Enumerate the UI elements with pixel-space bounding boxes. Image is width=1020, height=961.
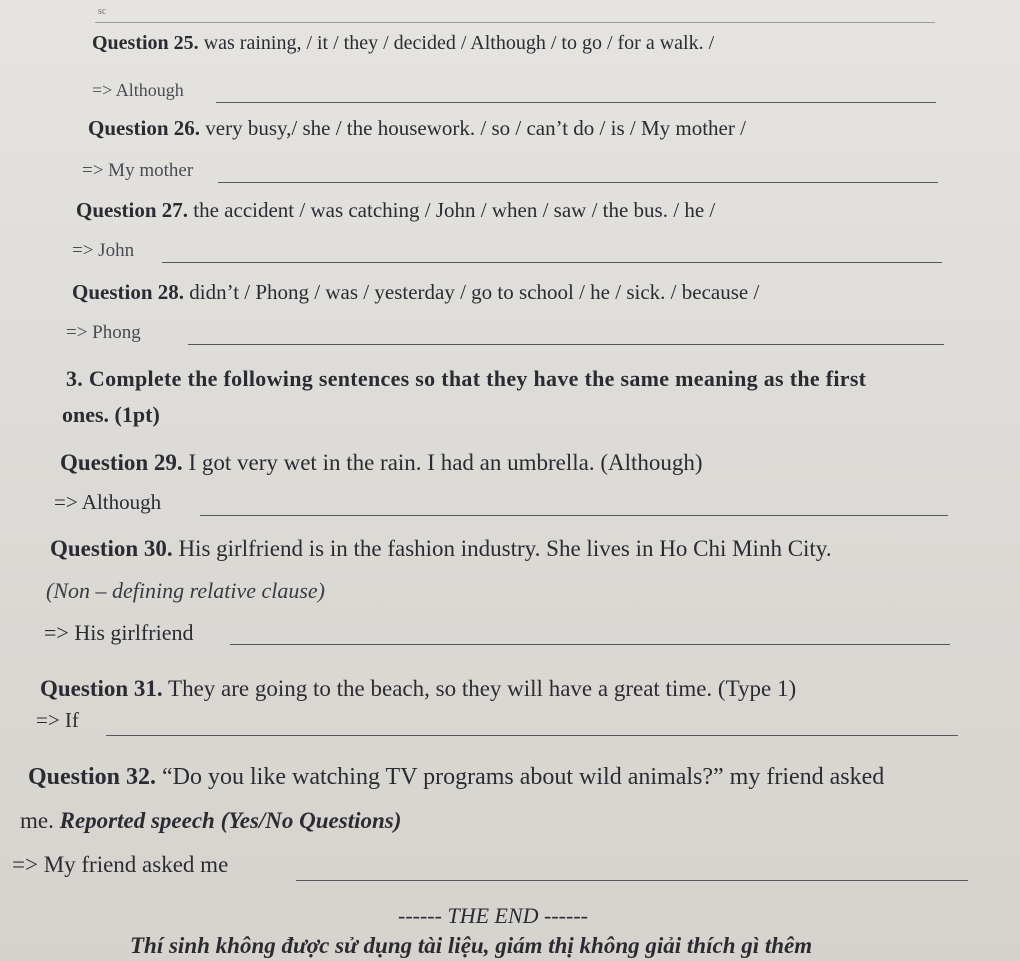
question-27 bbox=[76, 198, 715, 223]
question-label: Question 27. bbox=[76, 198, 189, 222]
question-label: Question 31. bbox=[40, 676, 163, 701]
question-26 bbox=[88, 116, 746, 141]
answer-line-25[interactable] bbox=[216, 102, 936, 103]
top-rule bbox=[95, 22, 935, 23]
answer-start-26: => My mother bbox=[82, 160, 194, 181]
question-text: “Do you like watching TV programs about wild animals?” my friend asked bbox=[162, 764, 885, 790]
answer-start-25: => Although bbox=[92, 80, 184, 100]
question-text: His girlfriend is in the fashion industry. She lives in Ho Chi Minh City. bbox=[178, 536, 832, 561]
footer-note: Thí sinh không được sử dụng tài liệu, giám thị không giải thích gì thêm bbox=[130, 933, 813, 958]
question-25 bbox=[92, 32, 714, 55]
question-label: Question 26. bbox=[88, 116, 201, 140]
answer-line-32[interactable] bbox=[296, 880, 968, 881]
answer-line-29[interactable] bbox=[200, 515, 948, 516]
question-text: They are going to the beach, so they will have a great time. (Type 1) bbox=[168, 676, 797, 701]
question-prompt: the accident / was catching / John / when / saw / the bus. / he / bbox=[193, 198, 716, 222]
answer-line-26[interactable] bbox=[218, 182, 938, 183]
answer-start-28: => Phong bbox=[66, 322, 141, 343]
question-31 bbox=[40, 676, 796, 702]
section-3-heading-line1: 3. Complete the following sentences so that they have the same meaning as the first bbox=[66, 366, 867, 391]
answer-line-28[interactable] bbox=[188, 344, 944, 345]
question-label: Question 29. bbox=[60, 450, 183, 475]
answer-start-31: => If bbox=[36, 708, 79, 732]
question-label: Question 28. bbox=[72, 280, 185, 304]
answer-line-31[interactable] bbox=[106, 735, 958, 736]
question-label: Question 32. bbox=[28, 764, 157, 790]
answer-line-27[interactable] bbox=[162, 262, 942, 263]
question-30 bbox=[50, 536, 832, 562]
question-label: Question 25. bbox=[92, 32, 199, 54]
question-29 bbox=[60, 450, 703, 476]
question-prompt: didn’t / Phong / was / yesterday / go to school / he / sick. / because / bbox=[189, 280, 760, 304]
end-marker: ------ THE END ------ bbox=[398, 903, 588, 928]
question-28 bbox=[72, 280, 759, 305]
answer-start-27: => John bbox=[72, 240, 135, 261]
question-text-continued: me. bbox=[20, 808, 54, 833]
question-30-hint: (Non – defining relative clause) bbox=[46, 578, 326, 603]
question-label: Question 30. bbox=[50, 536, 173, 561]
header-mark: sc bbox=[98, 6, 107, 17]
answer-line-30[interactable] bbox=[230, 644, 950, 645]
answer-start-29: => Although bbox=[54, 490, 162, 514]
question-text: I got very wet in the rain. I had an umbrella. (Although) bbox=[188, 450, 703, 475]
question-32 bbox=[28, 764, 884, 791]
question-prompt: very busy,/ she / the housework. / so / can’t do / is / My mother / bbox=[205, 116, 746, 140]
question-prompt: was raining, / it / they / decided / Although / to go / for a walk. / bbox=[203, 32, 715, 54]
question-32-continued bbox=[20, 808, 401, 834]
question-32-hint: Reported speech (Yes/No Questions) bbox=[59, 808, 402, 833]
answer-start-30: => His girlfriend bbox=[44, 620, 194, 645]
section-3-heading-line2: ones. (1pt) bbox=[62, 402, 160, 427]
answer-start-32: => My friend asked me bbox=[12, 852, 229, 877]
